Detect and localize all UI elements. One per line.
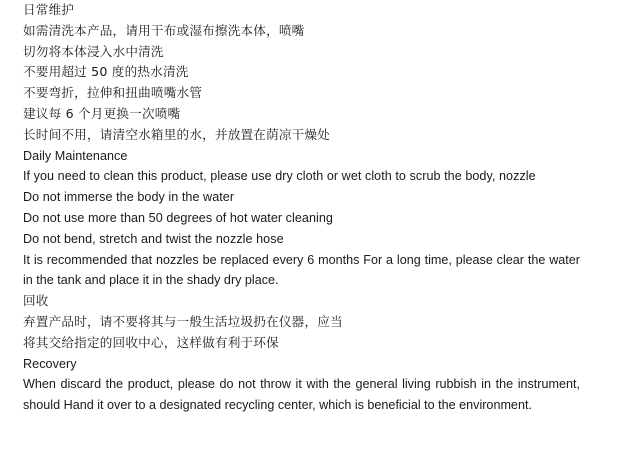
maintenance-line-cn-4: 不要弯折，拉伸和扭曲喷嘴水管 (23, 85, 203, 101)
maintenance-line-en-1: If you need to clean this product, please use dry cloth or wet cloth to scrub the body, nozzle (23, 169, 536, 184)
maintenance-line-cn-5: 建议每 6 个月更换一次喷嘴 (23, 105, 181, 121)
maintenance-line-en-4: Do not bend, stretch and twist the nozzle hose (23, 231, 284, 246)
maintenance-line-cn-2: 切勿将本体浸入水中清洗 (23, 43, 164, 59)
maintenance-line-en-2: Do not immerse the body in the water (23, 190, 235, 205)
maintenance-line-cn-6: 长时间不用，请清空水箱里的水，并放置在荫凉干燥处 (23, 126, 331, 142)
document-page (23, 0, 580, 416)
maintenance-heading-en: Daily Maintenance (23, 148, 128, 163)
maintenance-heading-cn: 日常维护 (23, 2, 75, 17)
maintenance-line-cn-1: 如需清洗本产品，请用干布或湿布擦洗本体，喷嘴 (23, 22, 305, 38)
recovery-heading-en: Recovery (23, 356, 77, 371)
recovery-line-cn-1: 弃置产品时，请不要将其与一般生活垃圾扔在仪器，应当 (23, 313, 343, 329)
recovery-paragraph-en: When discard the product, please do not throw it with the general living rubbish in the instrument, should Hand it over to a designated recycling center, which is beneficial to the environment. (23, 377, 580, 413)
maintenance-line-en-3: Do not use more than 50 degrees of hot water cleaning (23, 210, 333, 225)
recovery-heading-cn: 回收 (23, 293, 49, 309)
maintenance-paragraph-en: It is recommended that nozzles be replaced every 6 months For a long time, please clear the water in the tank and place it in the shady dry place. (23, 252, 580, 288)
recovery-line-cn-2: 将其交给指定的回收中心，这样做有利于环保 (23, 334, 279, 350)
maintenance-line-cn-3: 不要用超过 50 度的热水清洗 (23, 64, 189, 80)
